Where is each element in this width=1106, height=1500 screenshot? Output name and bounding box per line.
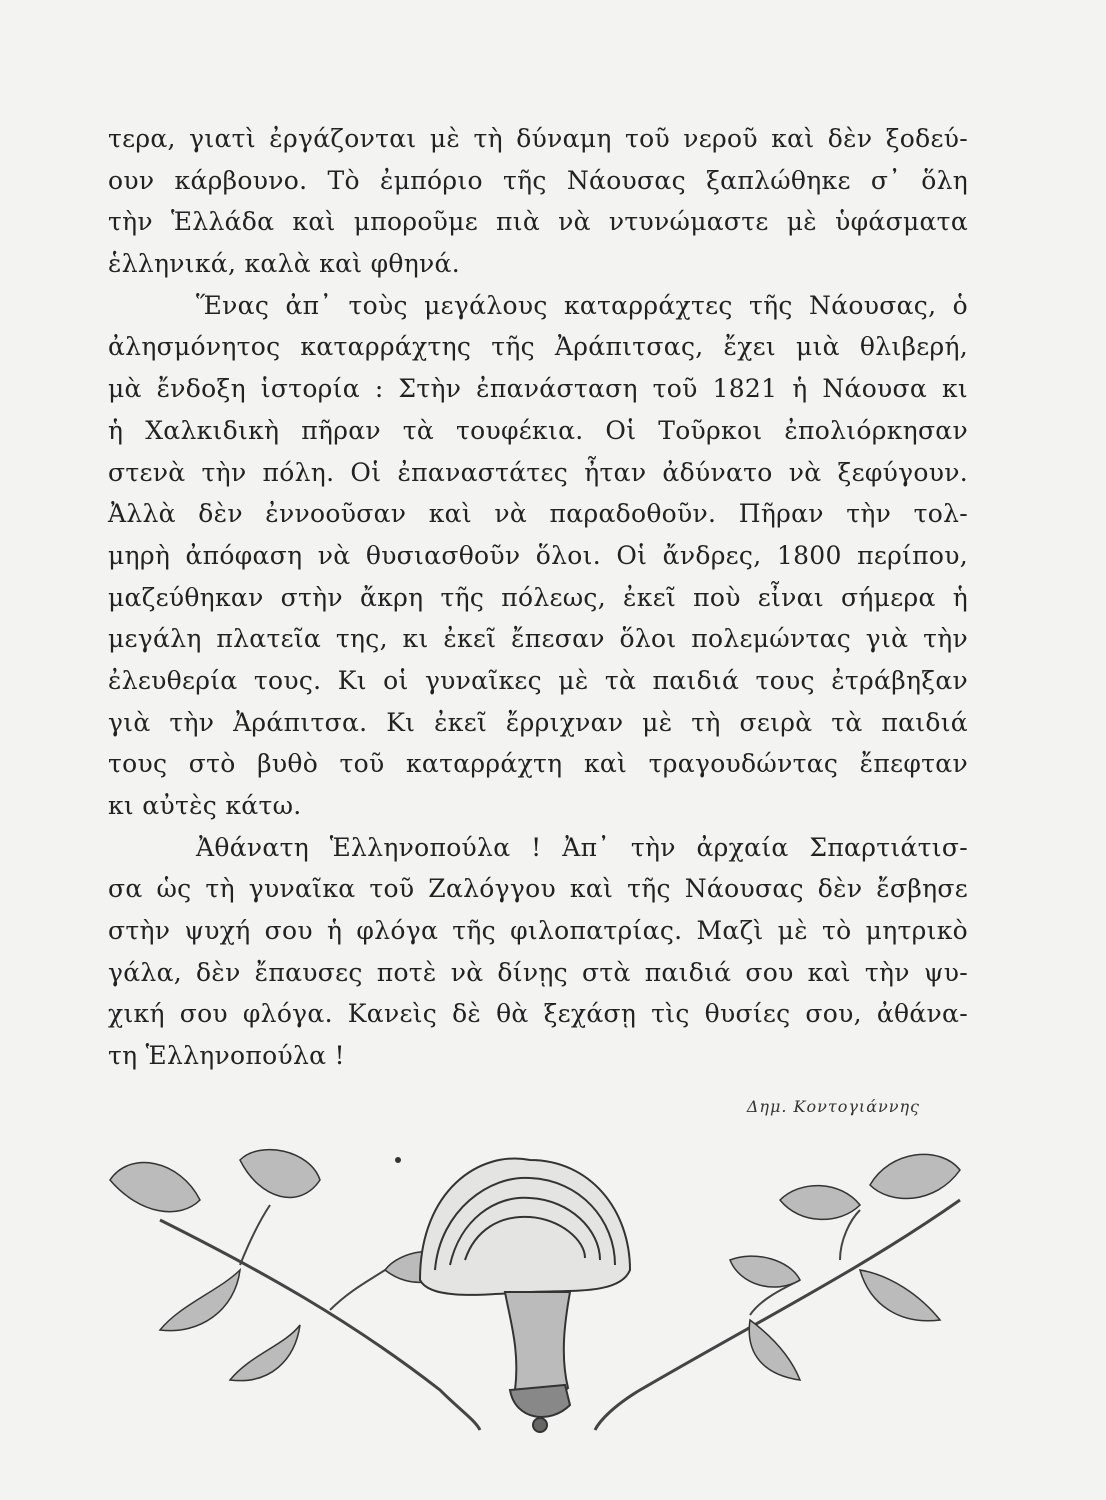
text-line: γάλα, δὲν ἔπαυσες ποτὲ νὰ δίνῃς στὰ παιδιά σου καὶ τὴν ψυ-: [108, 957, 968, 987]
text-line: μὰ ἔνδοξη ἱστορία : Στὴν ἐπανάσταση τοῦ 1821 ἡ Νάουσα κι: [108, 374, 968, 404]
text-line: Ἀλλὰ δὲν ἐννοοῦσαν καὶ νὰ παραδοθοῦν. Πῆραν τὴν τολ-: [108, 499, 968, 529]
paragraph-start-line: Ἕνας ἀπ᾽ τοὺς μεγάλους καταρράχτες τῆς Νάουσας, ὁ: [196, 290, 968, 320]
text-line: τερα, γιατὶ ἐργάζονται μὲ τὴ δύναμη τοῦ νεροῦ καὶ δὲν ξοδεύ-: [108, 124, 968, 153]
text-line: γιὰ τὴν Ἀράπιτσα. Κι ἐκεῖ ἔρριχναν μὲ τὴ σειρὰ τὰ παιδιά: [108, 707, 968, 737]
text-line: σα ὡς τὴ γυναῖκα τοῦ Ζαλόγγου καὶ τῆς Νάουσας δὲν ἔσβησε: [108, 874, 968, 904]
text-line: ἐλευθερία τους. Κι οἱ γυναῖκες μὲ τὰ παιδιά τους ἐτράβηξαν: [108, 665, 968, 695]
text-line: ἡ Χαλκιδικὴ πῆραν τὰ τουφέκια. Οἱ Τοῦρκοι ἐπολιόρκησαν: [108, 415, 968, 445]
text-line: στενὰ τὴν πόλη. Οἱ ἐπαναστάτες ἦταν ἀδύνατο νὰ ξεφύγουν.: [108, 457, 968, 487]
paragraph-start-line: Ἀθάνατη Ἑλληνοπούλα ! Ἀπ᾽ τὴν ἀρχαία Σπαρτιάτισ-: [196, 832, 968, 862]
floral-ornament-icon: [100, 1120, 980, 1450]
text-line: τὴν Ἑλλάδα καὶ μποροῦμε πιὰ νὰ ντυνώμαστε μὲ ὑφάσματα: [108, 207, 968, 237]
text-line: ἑλληνικά, καλὰ καὶ φθηνά.: [108, 249, 460, 279]
author-signature: Δημ. Κοντογιάννης: [746, 1097, 920, 1116]
text-line: τη Ἑλληνοπούλα !: [108, 1041, 345, 1071]
text-line: κι αὐτὲς κάτω.: [108, 791, 302, 820]
text-line: χική σου φλόγα. Κανεὶς δὲ θὰ ξεχάσῃ τὶς θυσίες σου, ἀθάνα-: [108, 999, 968, 1029]
text-line: ἀλησμόνητος καταρράχτης τῆς Ἀράπιτσας, ἔχει μιὰ θλιβερή,: [108, 332, 968, 362]
text-line: ουν κάρβουνο. Τὸ ἐμπόριο τῆς Νάουσας ξαπλώθηκε σ᾽ ὅλη: [108, 165, 968, 195]
text-line: τους στὸ βυθὸ τοῦ καταρράχτη καὶ τραγουδώντας ἔπεφταν: [108, 749, 968, 779]
text-line: μαζεύθηκαν στὴν ἄκρη τῆς πόλεως, ἐκεῖ ποὺ εἶναι σήμερα ἡ: [108, 582, 968, 612]
text-line: στὴν ψυχή σου ἡ φλόγα τῆς φιλοπατρίας. Μαζὶ μὲ τὸ μητρικὸ: [108, 916, 968, 946]
text-line: μηρὴ ἀπόφαση νὰ θυσιασθοῦν ὅλοι. Οἱ ἄνδρες, 1800 περίπου,: [108, 540, 968, 570]
text-line: μεγάλη πλατεῖα της, κι ἐκεῖ ἔπεσαν ὅλοι πολεμώντας γιὰ τὴν: [108, 624, 968, 654]
body-text: [108, 118, 968, 1077]
